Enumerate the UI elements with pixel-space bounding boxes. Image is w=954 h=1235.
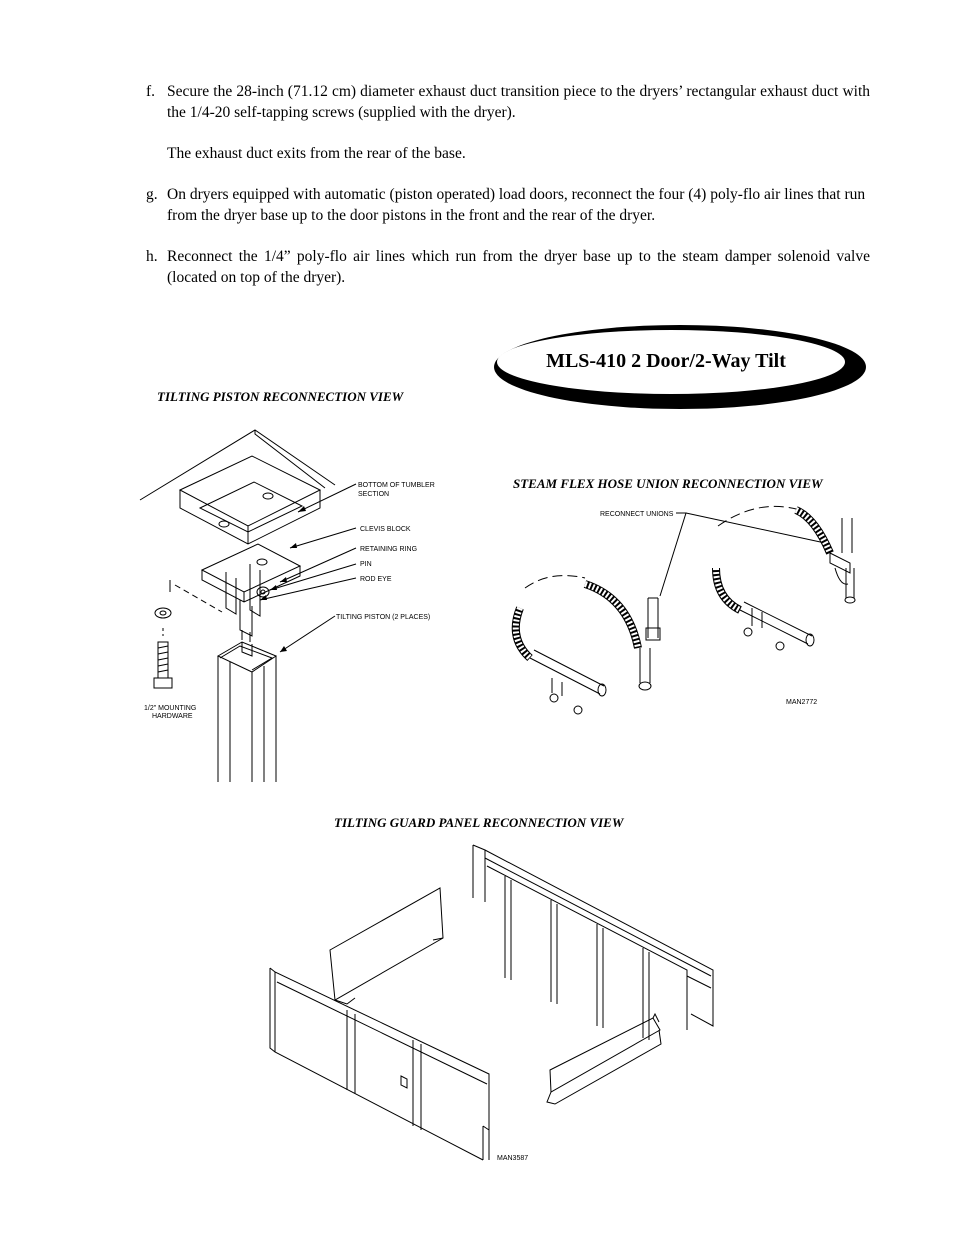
tilting-piston-figure [130,420,470,785]
label-hardware: HARDWARE [152,713,193,720]
caption-steam: STEAM FLEX HOSE UNION RECONNECTION VIEW [513,476,823,491]
step-letter: g. [146,186,158,203]
label-drawing-code-steam: MAN2772 [786,699,818,706]
label-reconnect-unions: RECONNECT UNIONS [600,511,674,518]
caption-guard: TILTING GUARD PANEL RECONNECTION VIEW [334,815,624,830]
caption-piston: TILTING PISTON RECONNECTION VIEW [157,389,404,404]
label-rod-eye: ROD EYE [360,576,392,583]
steam-flex-hose-figure [490,498,870,720]
step-text: On dryers equipped with automatic (piston operated) load doors, reconnect the four (4) poly-flo air lines that run from the dryer base up to the door pistons in the front and the rear of the dryer. [167,186,866,224]
step-g [146,184,870,226]
exhaust-note: The exhaust duct exits from the rear of the base. [167,145,466,162]
tilting-guard-panel-figure [265,840,725,1170]
step-f [146,81,870,123]
step-text: Reconnect the 1/4” poly-flo air lines which run from the dryer base up to the steam damper solenoid valve (located on top of the dryer). [167,248,870,286]
label-tilting-piston: TILTING PISTON (2 PLACES) [336,614,431,621]
label-section: SECTION [358,491,390,498]
label-mounting-hardware: 1/2" MOUNTING [144,705,197,712]
step-letter: h. [146,248,158,265]
step-h [146,246,870,288]
step-text: Secure the 28-inch (71.12 cm) diameter exhaust duct transition piece to the dryers’ rectangular exhaust duct with the 1/4-20 self-tapping screws (supplied with the dryer). [167,83,870,121]
model-banner-title: MLS-410 2 Door/2-Way Tilt [546,350,786,372]
step-letter: f. [146,83,156,100]
label-clevis-block: CLEVIS BLOCK [360,526,411,533]
label-retaining-ring: RETAINING RING [360,546,418,553]
label-drawing-code-guard: MAN3587 [497,1155,529,1162]
label-bottom-of-tumbler: BOTTOM OF TUMBLER [358,482,435,489]
label-pin: PIN [360,561,372,568]
